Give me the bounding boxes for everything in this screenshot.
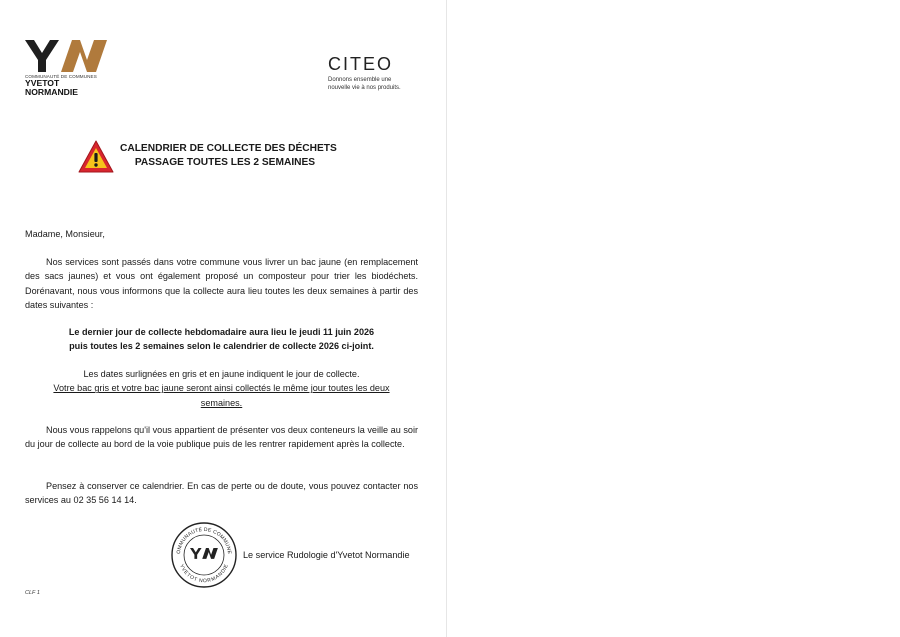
paragraph-keep: Pensez à conserver ce calendrier. En cas de perte ou de doute, vous pouvez contacter nos services au 02 35 56 14 14. [25, 481, 418, 506]
yvetot-normandie-logo [25, 40, 107, 97]
document-code: CLF 1 [25, 590, 40, 596]
logo-name-line2: NORMANDIE [25, 87, 78, 97]
seal-stamp-icon [170, 521, 238, 589]
seal-top-text: OMMUNAUTÉ DE COMMUNE [175, 526, 233, 555]
note-line1: Les dates surlignées en gris et en jaune indiquent le jour de collecte. [83, 369, 360, 379]
blank-page [447, 0, 900, 637]
yn-logo-icon [25, 40, 107, 72]
paragraph-intro: Nos services sont passés dans votre commune vous livrer un bac jaune (en remplacement des sacs jaunes) et vous ont également proposé un composteur pour trier les biodéchets. Dorénavant, nous vous informons que la collecte aura lieu toutes les deux semaines à partir des dates suivantes : [25, 257, 418, 310]
citeo-tagline: Donnons ensemble une nouvelle vie à nos produits. [328, 77, 401, 91]
paragraph-reminder: Nous vous rappelons qu'il vous appartient de présenter vos deux conteneurs la veille au soir du jour de collecte au bord de la voie publique puis de les rentrer rapidement après la collecte. [25, 425, 418, 450]
highlight-line1: Le dernier jour de collecte hebdomadaire aura lieu le jeudi 11 juin 2026 [68, 327, 375, 337]
signature: Le service Rudologie d'Yvetot Normandie [243, 550, 410, 560]
note-line2: Votre bac gris et votre bac jaune seront ainsi collectés le même jour toutes les deux semaines. [53, 383, 390, 408]
collection-note [25, 367, 418, 410]
logo-name-line1: YVETOT [25, 78, 60, 88]
letter-page [0, 0, 446, 637]
seal-bottom-text: YVETOT NORMANDIE [178, 563, 230, 585]
document-title [120, 142, 337, 170]
highlight-block [25, 325, 418, 354]
title-line2: PASSAGE TOUTES LES 2 SEMAINES [134, 157, 316, 168]
highlight-line2: puis toutes les 2 semaines selon le calendrier de collecte 2026 ci-joint. [69, 341, 374, 352]
title-line1: CALENDRIER DE COLLECTE DES DÉCHETS [120, 143, 337, 154]
logo-community-line: COMMUNAUTÉ DE COMMUNES [25, 74, 97, 79]
warning-icon [78, 140, 114, 174]
citeo-wordmark: CITEO [328, 54, 394, 74]
svg-text:COMMUNAUTÉ DE COMMUNES [170, 521, 232, 555]
greeting: Madame, Monsieur, [25, 229, 105, 239]
citeo-logo [328, 55, 418, 92]
